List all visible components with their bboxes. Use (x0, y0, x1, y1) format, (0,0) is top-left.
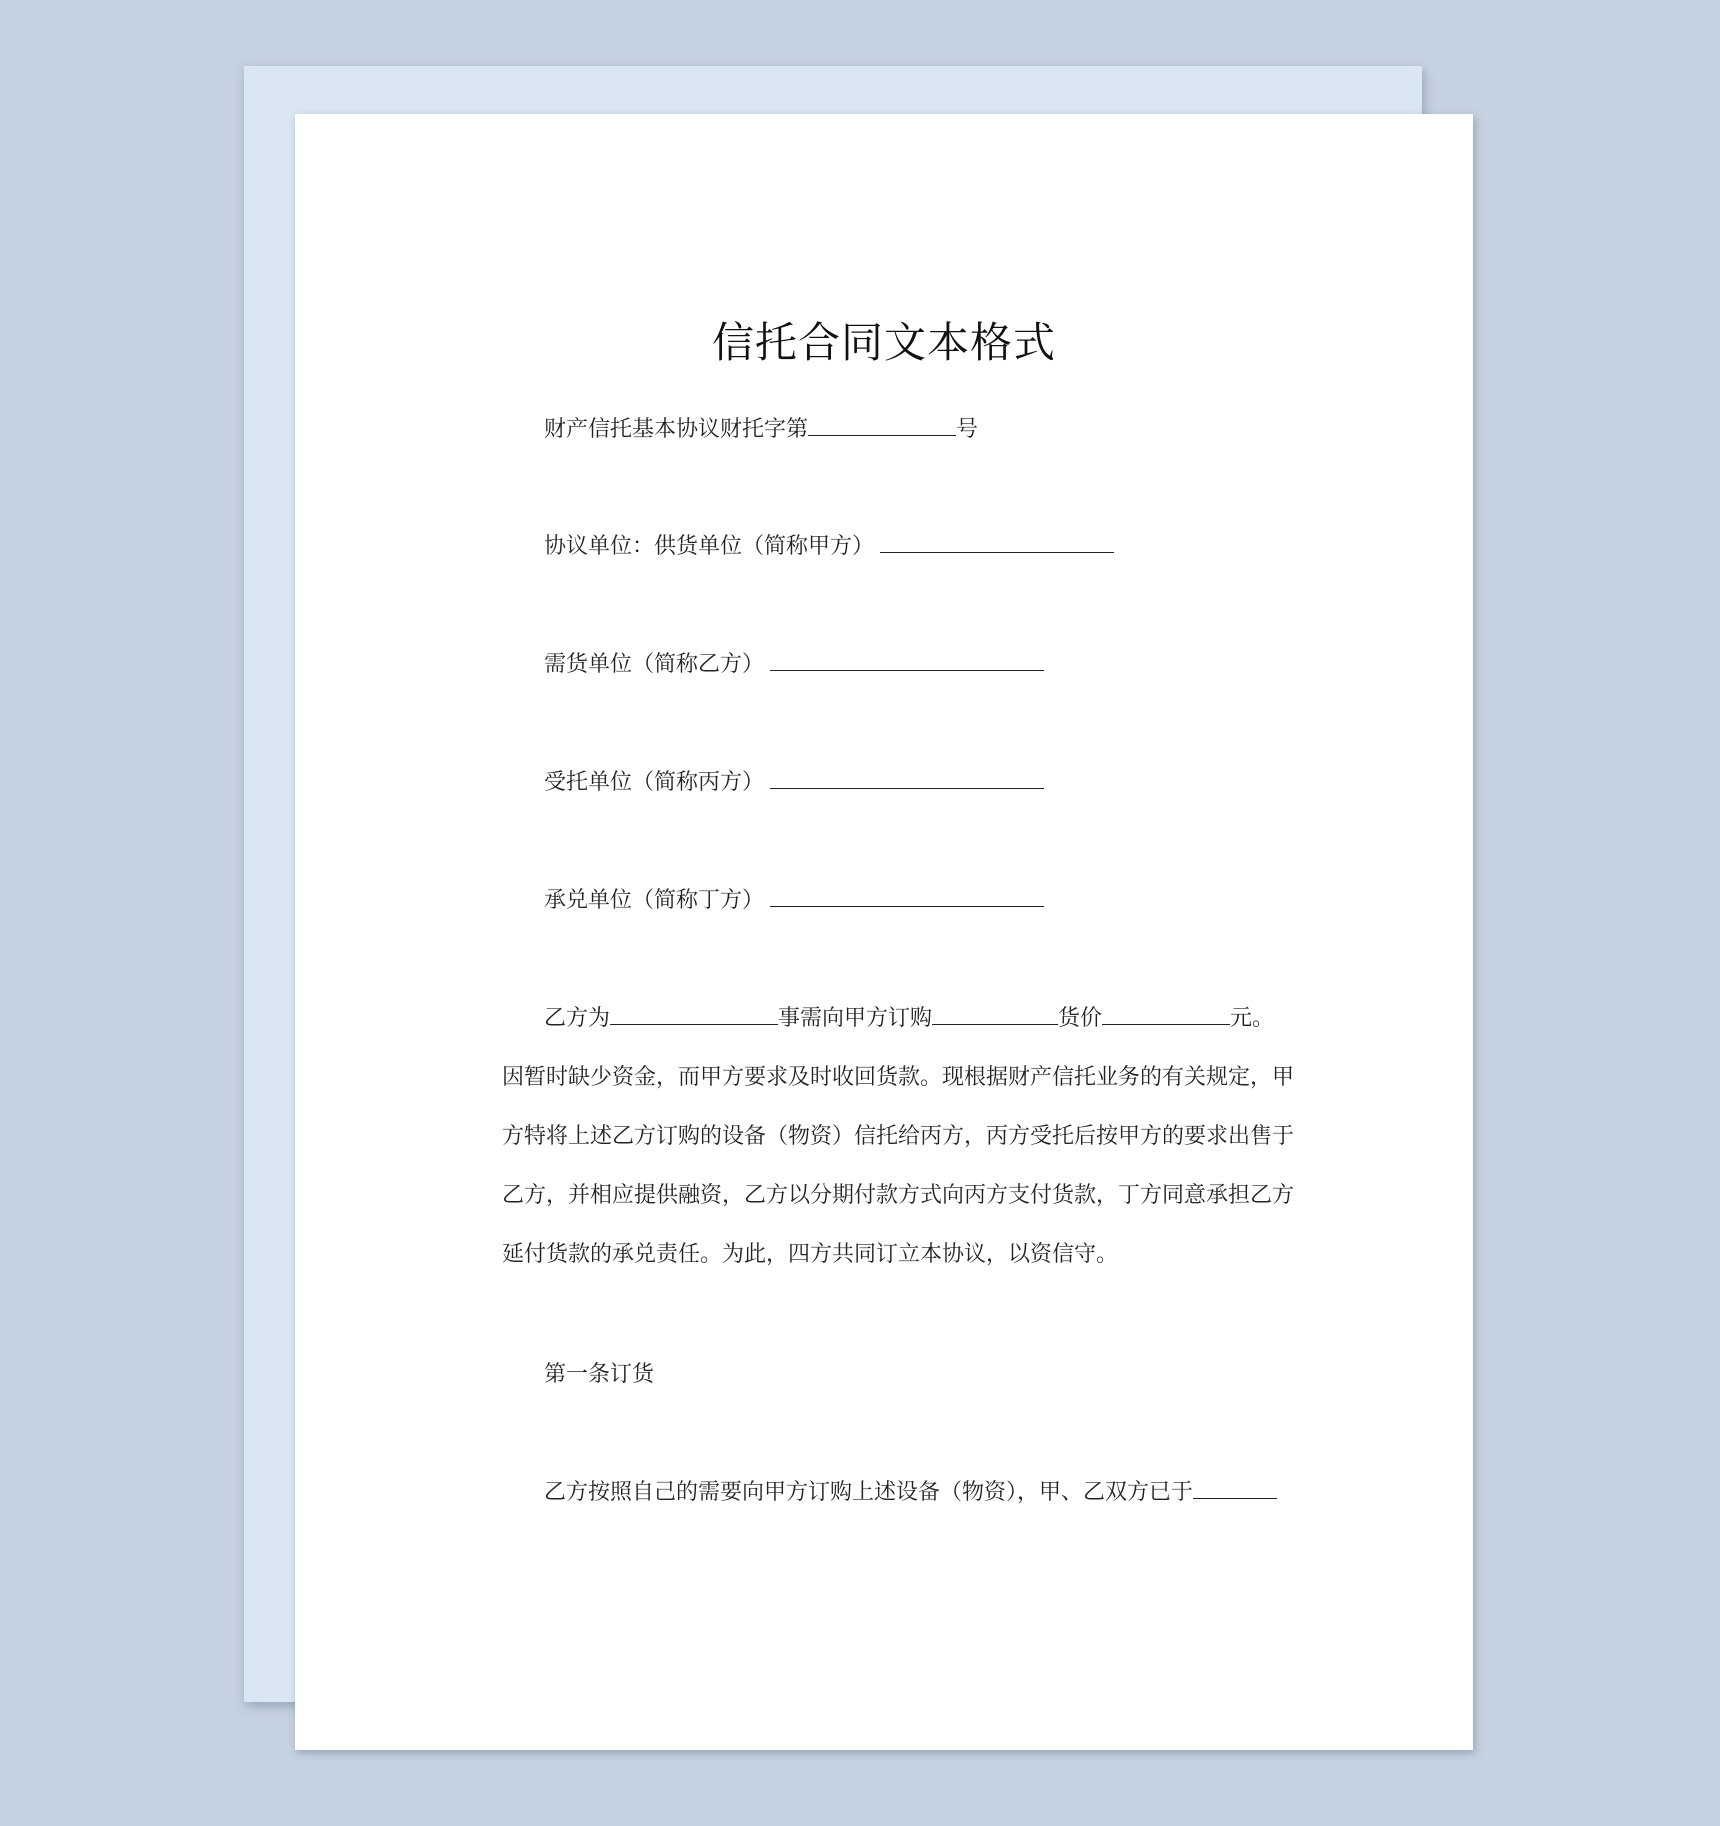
intro-part1: 乙方为 (544, 1006, 611, 1031)
body-line-2: 方特将上述乙方订购的设备（物资）信托给丙方，丙方受托后按甲方的要求出售于 (502, 1124, 1295, 1149)
item-blank (932, 1008, 1058, 1025)
body-paragraph (502, 1065, 1295, 1307)
agreement-number-prefix: 财产信托基本协议财托字第 (544, 417, 809, 442)
party-a-blank (880, 536, 1114, 553)
agreement-number-blank (808, 419, 956, 436)
intro-line (544, 1008, 1274, 1030)
party-a-label: 协议单位：供货单位（简称甲方） (544, 534, 875, 559)
document-page (295, 114, 1473, 1750)
party-b-blank (770, 654, 1044, 671)
purpose-blank (610, 1008, 778, 1025)
article-1-text: 乙方按照自己的需要向甲方订购上述设备（物资），甲、乙双方已于 (544, 1480, 1194, 1505)
party-c-line (544, 772, 1044, 794)
intro-part3: 货价 (1058, 1006, 1103, 1031)
agreement-number-line (544, 419, 978, 441)
article-1-heading: 第一条订货 (544, 1362, 655, 1387)
intro-part2: 事需向甲方订购 (778, 1006, 933, 1031)
party-d-label: 承兑单位（简称丁方） (544, 888, 765, 913)
party-d-blank (770, 890, 1044, 907)
party-c-label: 受托单位（简称丙方） (544, 770, 765, 795)
article-1-line (544, 1482, 1277, 1504)
party-b-line (544, 654, 1044, 676)
party-d-line (544, 890, 1044, 912)
document-title: 信托合同文本格式 (711, 318, 1056, 367)
body-line-1: 因暂时缺少资金，而甲方要求及时收回货款。现根据财产信托业务的有关规定，甲 (502, 1065, 1295, 1090)
body-line-3: 乙方，并相应提供融资，乙方以分期付款方式向丙方支付货款，丁方同意承担乙方 (502, 1183, 1295, 1208)
party-c-blank (770, 772, 1044, 789)
agreement-number-suffix: 号 (956, 417, 979, 442)
price-blank (1102, 1008, 1230, 1025)
party-b-label: 需货单位（简称乙方） (544, 652, 765, 677)
party-a-line (544, 536, 1114, 558)
intro-part4: 元。 (1230, 1006, 1275, 1031)
body-line-4: 延付货款的承兑责任。为此，四方共同订立本协议，以资信守。 (502, 1242, 1119, 1267)
article-1-date-blank (1193, 1482, 1277, 1499)
